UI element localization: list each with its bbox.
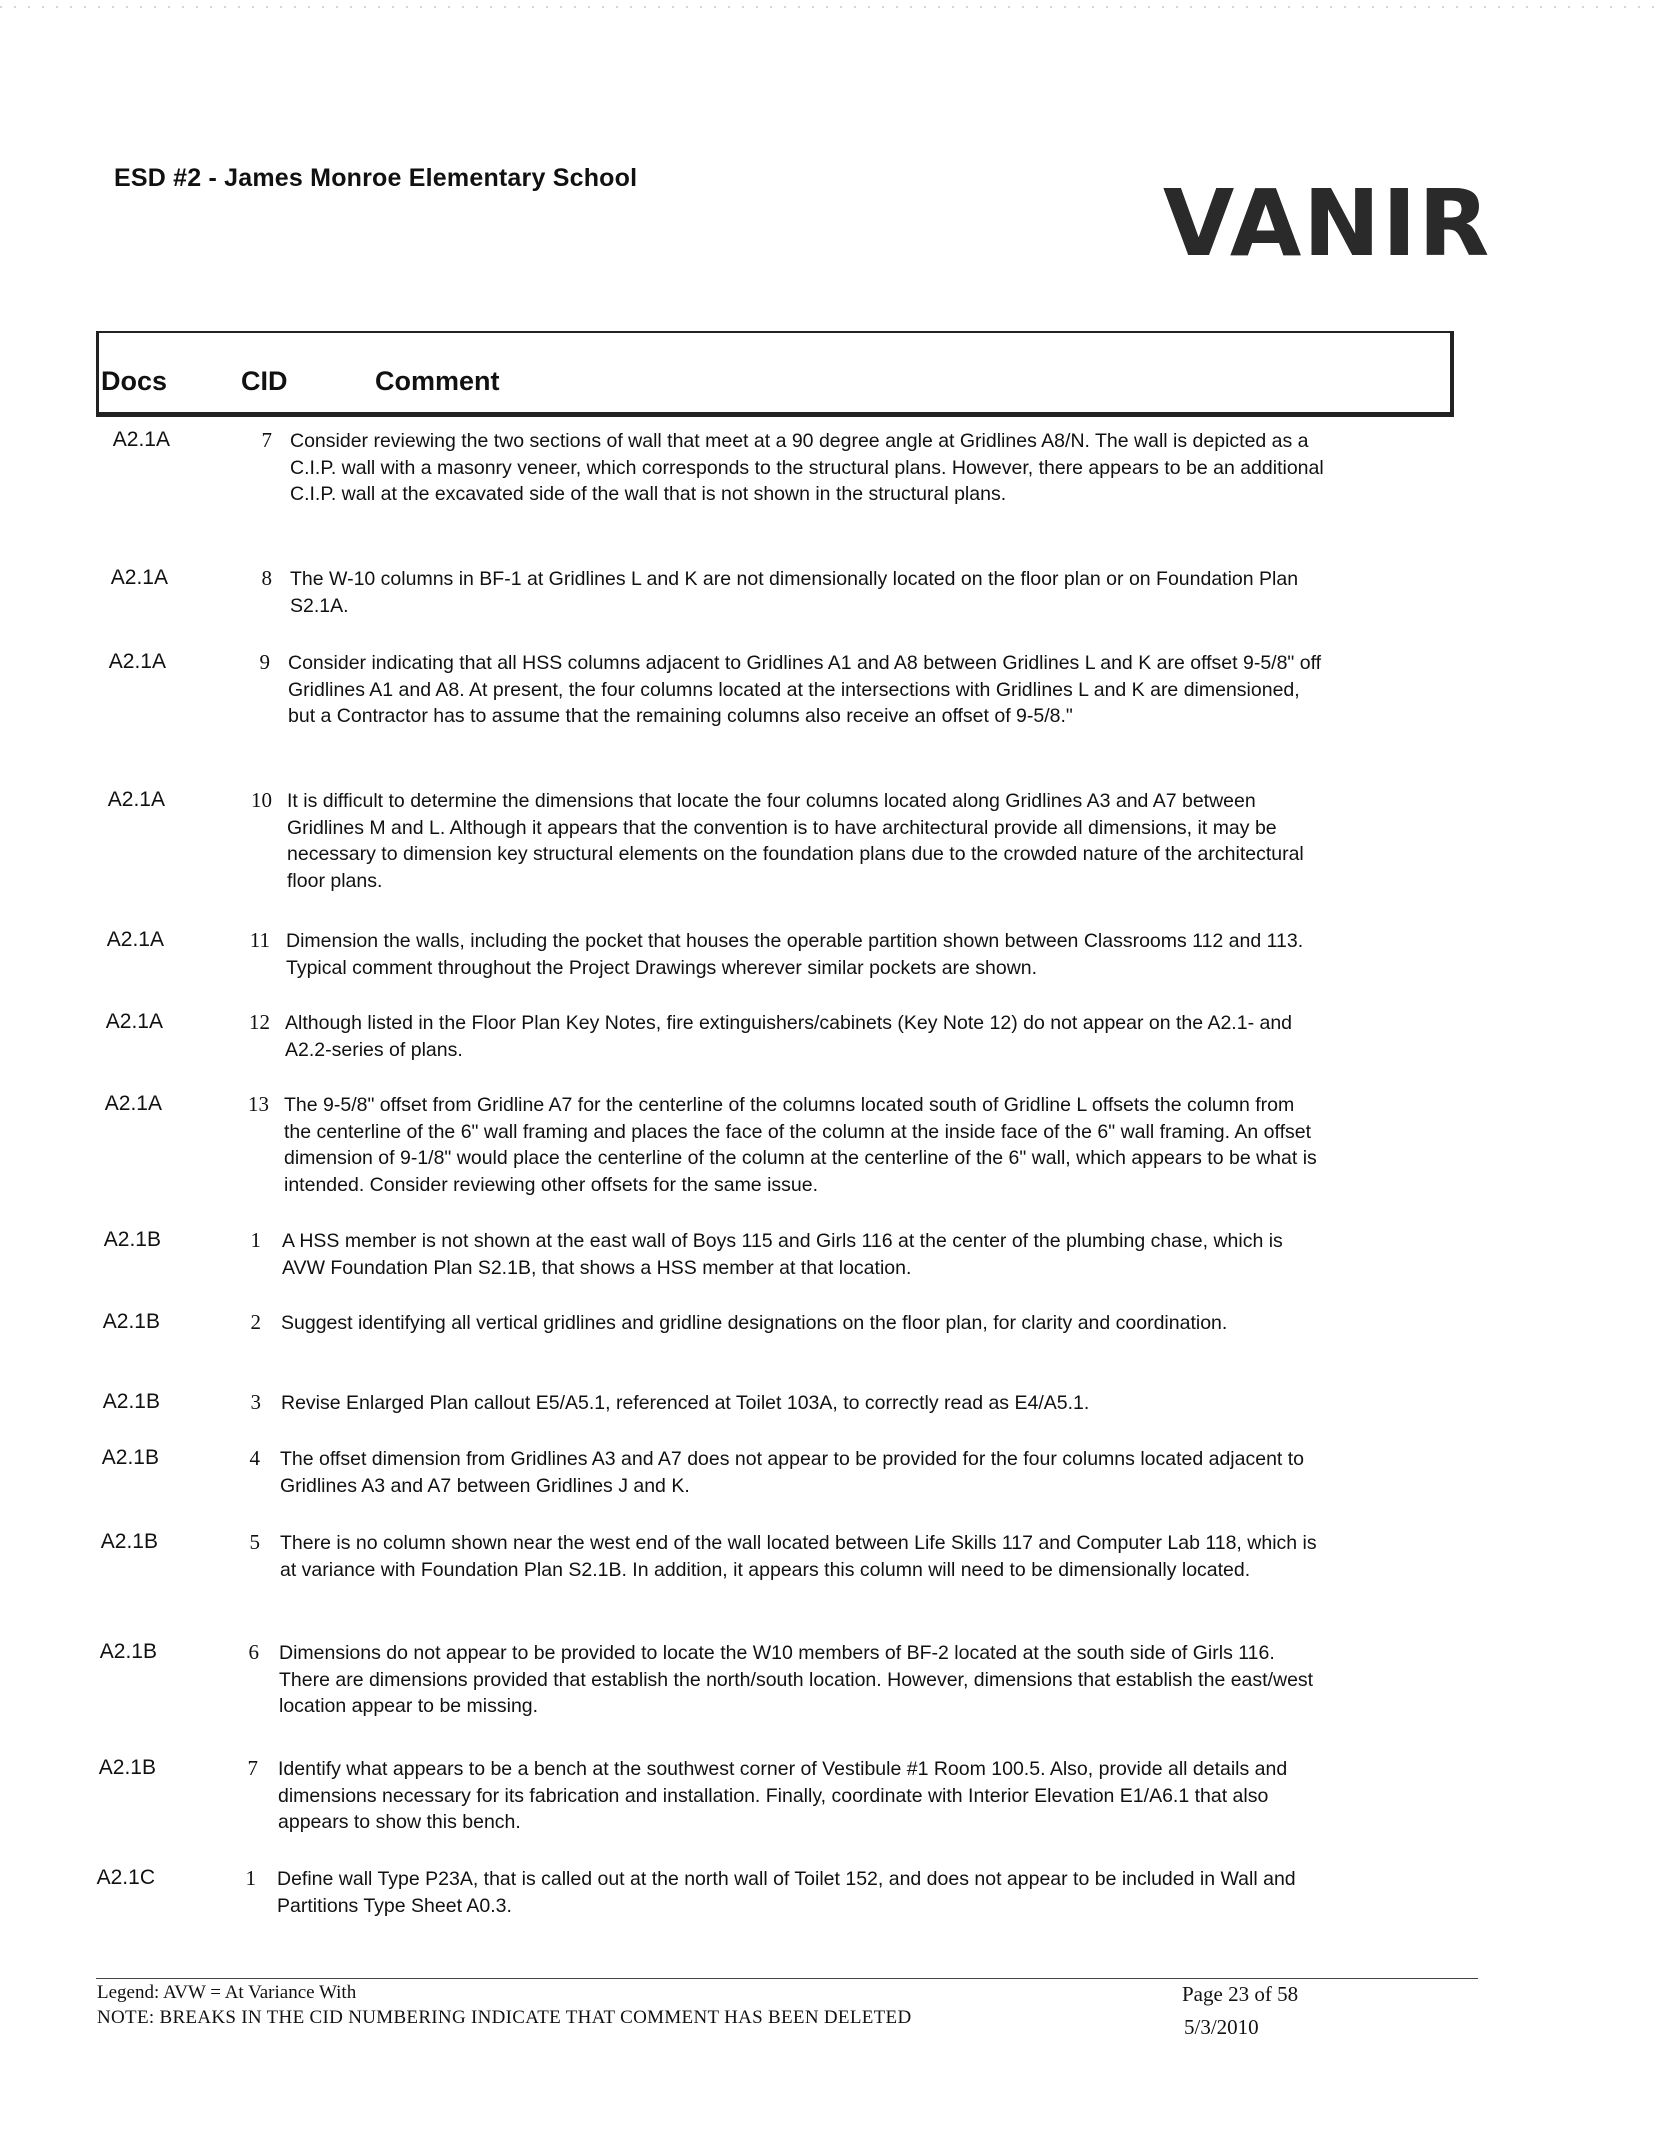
page-number: Page 23 of 58 [1182, 1982, 1299, 2006]
comment-cell: Consider indicating that all HSS columns adjacent to Gridlines A1 and A8 between Gridlines L and K are offset 9-5/8" off Gridlines A1 and A8. At present, the four columns located at the intersections with Gridlines L and K are dimensioned, but a Contractor has to assume that the remaining columns also receive an offset of 9-5/8." [288, 652, 1322, 727]
doc-cell: A2.1A [107, 788, 165, 811]
doc-cell: A2.1B [101, 1446, 159, 1469]
comment-cell: The 9-5/8" offset from Gridline A7 for the centerline of the columns located south of Gridline L offsets the column from the centerline of the 6" wall framing and places the face of the column at the inside face of the 6" wall framing. An offset dimension of 9-1/8" would place the centerline of the column at the centerline of the 6" wall, which appears to be what is intended. Consider reviewing other offsets for the same issue. [284, 1094, 1317, 1196]
doc-cell: A2.1A [105, 1010, 163, 1033]
comment-cell: A HSS member is not shown at the east wall of Boys 115 and Girls 116 at the center of the plumbing chase, which is AVW Foundation Plan S2.1B, that shows a HSS member at that location. [282, 1230, 1283, 1279]
cid-cell: 7 [261, 428, 272, 452]
doc-cell: A2.1A [106, 928, 164, 951]
comment-cell: Identify what appears to be a bench at the southwest corner of Vestibule #1 Room 100.5. Also, provide all details and dimensions necessary for its fabrication and installation. Finally, coordinate with Interior Elevation E1/A6.1 that also appears to show this bench. [278, 1758, 1288, 1833]
cid-cell: 10 [251, 788, 272, 812]
footer-note: NOTE: BREAKS IN THE CID NUMBERING INDICATE THAT COMMENT HAS BEEN DELETED [97, 2007, 912, 2028]
comment-cell: Suggest identifying all vertical gridlines and gridline designations on the floor plan, for clarity and coordination. [281, 1312, 1228, 1334]
footer-divider [96, 1978, 1478, 1979]
comment-cell: Define wall Type P23A, that is called out at the north wall of Toilet 152, and does not appear to be included in Wall and Partitions Type Sheet A0.3. [277, 1868, 1296, 1917]
cid-cell: 1 [250, 1228, 261, 1252]
cid-cell: 6 [248, 1640, 259, 1664]
comment-cell: It is difficult to determine the dimensions that locate the four columns located along Gridlines A3 and A7 between Gridlines M and L. Although it appears that the convention is to have architectural provide all dimensions, it may be necessary to dimension key structural elements on the foundation plans due to the crowded nature of the architectural floor plans. [287, 790, 1304, 892]
footer-legend: Legend: AVW = At Variance With [97, 1982, 357, 2003]
footer-date: 5/3/2010 [1184, 2015, 1259, 2039]
cid-cell: 8 [261, 566, 272, 590]
document-title: ESD #2 - James Monroe Elementary School [114, 164, 638, 192]
cid-cell: 1 [245, 1866, 256, 1890]
cid-cell: 4 [249, 1446, 260, 1470]
comment-cell: The offset dimension from Gridlines A3 and A7 does not appear to be provided for the four columns located adjacent to Gridlines A3 and A7 between Gridlines J and K. [280, 1448, 1305, 1497]
column-header-cid: CID [241, 366, 288, 396]
vanir-logo: VANIR [1163, 170, 1492, 277]
column-header-docs: Docs [101, 366, 168, 396]
doc-cell: A2.1B [103, 1228, 161, 1251]
doc-cell: A2.1B [98, 1756, 156, 1779]
table-header [96, 331, 1454, 417]
comment-cell: Consider reviewing the two sections of wall that meet at a 90 degree angle at Gridlines A8/N. The wall is depicted as a C.I.P. wall with a masonry veneer, which corresponds to the structural plans. However, there appears to be an additional C.I.P. wall at the excavated side of the wall that is not shown in the structural plans. [290, 430, 1324, 505]
comment-cell: Dimensions do not appear to be provided to locate the W10 members of BF-2 located at the south side of Girls 116. There are dimensions provided that establish the north/south location. However, dimensions that establish the east/west location appear to be missing. [279, 1642, 1314, 1717]
cid-cell: 13 [248, 1092, 269, 1116]
cid-cell: 9 [259, 650, 270, 674]
column-header-comment: Comment [375, 366, 500, 396]
comment-cell: There is no column shown near the west end of the wall located between Life Skills 117 and Computer Lab 118, which is at variance with Foundation Plan S2.1B. In addition, it appears this column will need to be dimensionally located. [280, 1532, 1317, 1581]
scan-edge-noise [0, 6, 1664, 8]
doc-cell: A2.1A [108, 650, 166, 673]
doc-cell: A2.1A [112, 428, 170, 451]
cid-cell: 11 [249, 928, 270, 952]
comment-cell: Dimension the walls, including the pocket that houses the operable partition shown between Classrooms 112 and 113. Typical comment throughout the Project Drawings wherever similar pockets are shown. [286, 930, 1304, 979]
doc-cell: A2.1B [100, 1530, 158, 1553]
doc-cell: A2.1B [99, 1640, 157, 1663]
doc-cell: A2.1A [110, 566, 168, 589]
cid-cell: 5 [249, 1530, 260, 1554]
doc-cell: A2.1C [96, 1866, 155, 1889]
cid-cell: 12 [249, 1010, 270, 1034]
doc-cell: A2.1B [102, 1310, 160, 1333]
doc-cell: A2.1A [104, 1092, 162, 1115]
cid-cell: 7 [247, 1756, 258, 1780]
cid-cell: 2 [250, 1310, 261, 1334]
doc-cell: A2.1B [102, 1390, 160, 1413]
comment-cell: The W-10 columns in BF-1 at Gridlines L and K are not dimensionally located on the floor plan or on Foundation Plan S2.1A. [290, 568, 1299, 617]
cid-cell: 3 [250, 1390, 261, 1414]
comment-cell: Revise Enlarged Plan callout E5/A5.1, referenced at Toilet 103A, to correctly read as E4/A5.1. [281, 1392, 1090, 1414]
comment-cell: Although listed in the Floor Plan Key Notes, fire extinguishers/cabinets (Key Note 12) do not appear on the A2.1- and A2.2-series of plans. [285, 1012, 1293, 1061]
